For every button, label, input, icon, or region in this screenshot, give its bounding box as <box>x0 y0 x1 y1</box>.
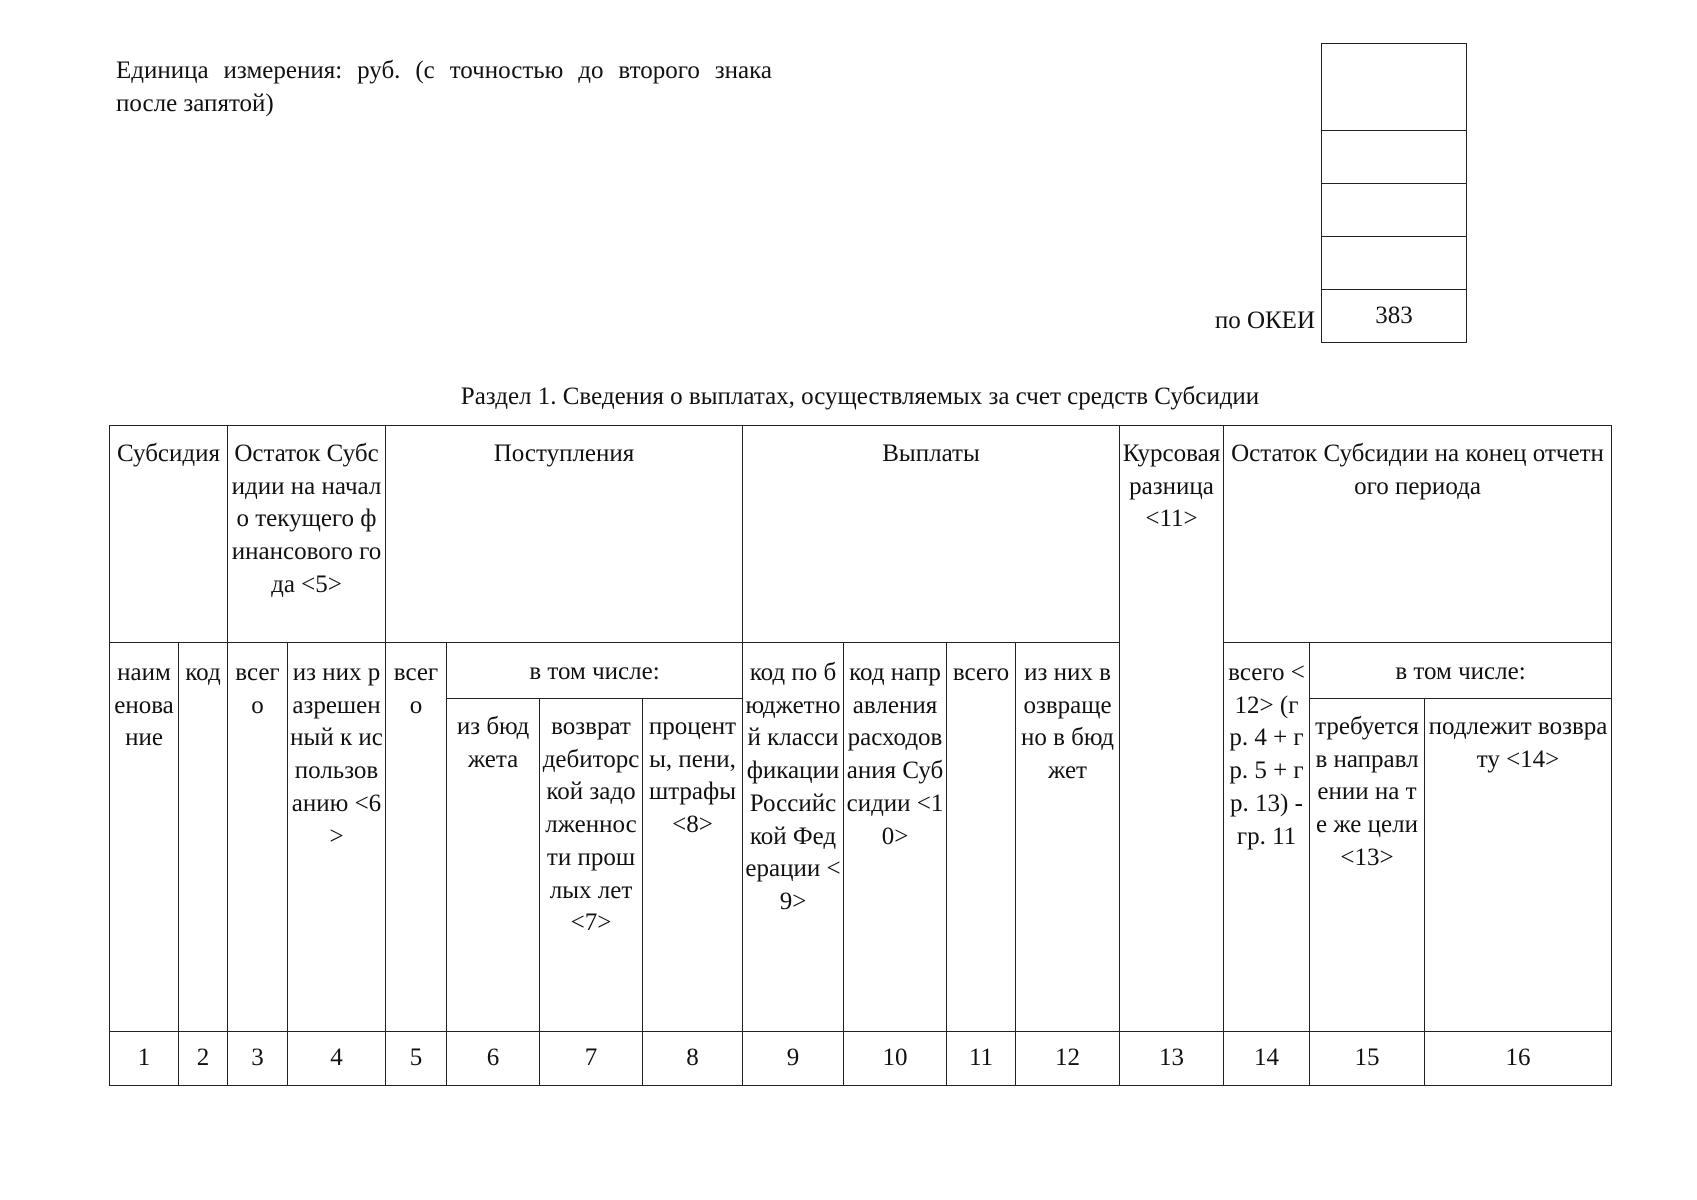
subsidy-payments-table <box>109 425 1612 1086</box>
column-number: 10 <box>844 1032 947 1086</box>
column-number: 14 <box>1224 1032 1310 1086</box>
header-exchange-difference: Курсовая разница <11> <box>1120 426 1224 1032</box>
column-number: 16 <box>1425 1032 1612 1086</box>
section-title: Раздел 1. Сведения о выплатах, осуществляемых за счет средств Субсидии <box>460 383 1260 410</box>
column-number: 11 <box>947 1032 1016 1086</box>
header-total-start: всего <box>228 643 288 1032</box>
header-direction-code: код направления расходования Субсидии <10> <box>844 643 947 1032</box>
column-number: 3 <box>228 1032 288 1086</box>
header-payments: Выплаты <box>743 426 1120 643</box>
column-number: 6 <box>447 1032 540 1086</box>
header-code: код <box>179 643 228 1032</box>
column-number: 1 <box>110 1032 179 1086</box>
header-from-budget: из бюджета <box>447 699 540 1032</box>
column-number: 8 <box>643 1032 743 1086</box>
header-balance-start: Остаток Субсидии на начало текущего финансового года <5> <box>228 426 386 643</box>
column-number: 2 <box>179 1032 228 1086</box>
header-budget-class-code: код по бюджетной классификации Российской Федерации <9> <box>743 643 844 1032</box>
header-required-same: требуется в направлении на те же цели <13> <box>1310 699 1425 1032</box>
header-balance-end: Остаток Субсидии на конец отчетного периода <box>1224 426 1612 643</box>
column-number: 15 <box>1310 1032 1425 1086</box>
header-receipts: Поступления <box>386 426 743 643</box>
header-name: наименование <box>110 643 179 1032</box>
column-number: 4 <box>288 1032 386 1086</box>
okei-cell-empty <box>1322 44 1467 131</box>
column-number: 7 <box>540 1032 643 1086</box>
okei-cell-empty <box>1322 237 1467 290</box>
okei-code-box <box>1321 43 1467 343</box>
column-number: 9 <box>743 1032 844 1086</box>
header-subsidy: Субсидия <box>110 426 228 643</box>
header-including-end: в том числе: <box>1310 643 1612 699</box>
header-returned-budget: из них возвращено в бюджет <box>1016 643 1120 1032</box>
header-total-receipts: всего <box>386 643 447 1032</box>
header-including-receipts: в том числе: <box>447 643 743 699</box>
header-debt-return: возврат дебиторской задолженности прошлых лет <7> <box>540 699 643 1032</box>
okei-cell-empty <box>1322 131 1467 184</box>
column-number: 5 <box>386 1032 447 1086</box>
measurement-unit-text: Единица измерения: руб. (с точностью до второго знака после запятой) <box>116 57 772 117</box>
header-total-payments: всего <box>947 643 1016 1032</box>
column-number: 13 <box>1120 1032 1224 1086</box>
column-number: 12 <box>1016 1032 1120 1086</box>
header-interest: проценты, пени, штрафы <8> <box>643 699 743 1032</box>
okei-label: по ОКЕИ <box>1214 307 1315 334</box>
okei-cell-empty <box>1322 184 1467 237</box>
header-total-end: всего <12> (гр. 4 + гр. 5 + гр. 13) - гр. 11 <box>1224 643 1310 1032</box>
header-allowed-use: из них разрешенный к использованию <6> <box>288 643 386 1032</box>
okei-code-value: 383 <box>1322 290 1467 343</box>
header-to-return: подлежит возврату <14> <box>1425 699 1612 1032</box>
